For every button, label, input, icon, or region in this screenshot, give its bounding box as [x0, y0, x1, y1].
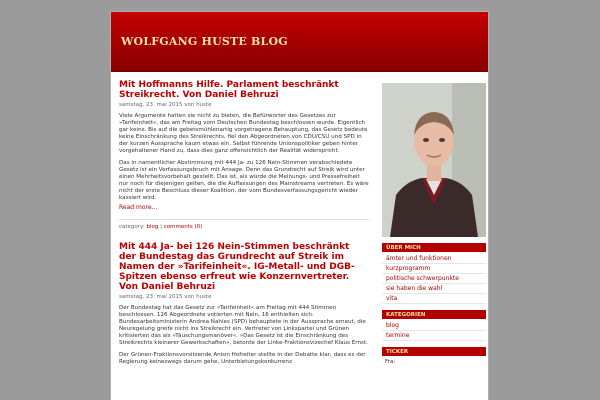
- category-link[interactable]: blog: [146, 224, 159, 230]
- category-item[interactable]: blog: [382, 321, 486, 331]
- meta-separator: |: [160, 224, 163, 230]
- author-photo: [382, 83, 486, 237]
- main-content: [111, 73, 377, 400]
- widget-title: ÜBER MICH: [382, 243, 486, 252]
- about-link[interactable]: sie haben die wahl: [382, 284, 486, 294]
- post-date: samstag, 23. mai 2015 von huste: [119, 102, 212, 108]
- about-link[interactable]: vita: [382, 294, 486, 304]
- post-paragraph: Der Bundestag hat das Gesetz zur »Tarifeinheit« am Freitag mit 444 Stimmen beschlossen. 126 Abgeordnete votierten mit Nein, 16 enthielten sich. Bundesarbeitsministerin Andrea Nahles (SPD) behauptete in der Aussprache erneut, die Neuregelung greife nicht ins Streikrecht ein. Vertreter von Linkspartei und Grünen kritisierten das als »Täuschungsmanöver«. »Das Gesetz ist die Einschränkung des Streikrechts kleinerer Gewerkschaften«, betonte der Linke-Fraktionsvizechef Klaus Ernst.: [119, 305, 368, 346]
- about-link[interactable]: ämter und funktionen: [382, 254, 486, 264]
- category-item[interactable]: termine: [382, 331, 486, 341]
- post-title-link[interactable]: Mit 444 Ja- bei 126 Nein-Stimmen beschränkt der Bundestag das Grundrecht auf Streik im Namen der »Tarifeinheit«. IG-Metall- und DGB-Spitzen ebenso erfreut wie Konzernvertreter. Von Daniel Behruzi: [119, 242, 355, 292]
- post: [111, 242, 377, 366]
- author-portrait: [382, 83, 486, 237]
- blog-header: [111, 12, 488, 72]
- post-paragraph: Viele Argumente hatten sie nicht zu bieten, die Befürworter des Gesetzes zur »Tarifeinheit«, das am Freitag vom Deutschen Bundestag beschlossen wurde. Eigentlich gar keins. Bis auf die gebetsmühlenartig vorgetragene Behauptung, das Gesetz bedeute keine Einschränkung des Streikrechts, fiel den Abgeordneten von CDU/CSU und SPD in der kurzen Aussprache kaum etwas ein. Selbst führende Unionspolitiker geben hinter vorgehaltener Hand zu, dass dies ganz offensichtlich der Realität widerspricht.: [119, 113, 368, 154]
- post-meta: [119, 219, 369, 230]
- post-body: [119, 305, 369, 366]
- categories-widget: [379, 310, 489, 341]
- post: [111, 80, 377, 230]
- widget-title: KATEGORIEN: [382, 310, 486, 319]
- ticker-text: Fra:: [385, 359, 396, 365]
- post-title-link[interactable]: Mit Hoffmanns Hilfe. Parlament beschränkt Streikrecht. Von Daniel Behruzi: [119, 80, 339, 100]
- ticker-widget: [379, 347, 489, 368]
- about-link[interactable]: kurzprogramm: [382, 264, 486, 274]
- blog-title-link[interactable]: WOLFGANG HUSTE BLOG: [121, 35, 288, 48]
- post-paragraph: Der Grünen-Fraktionsvorsitzende Anton Hofreiter stellte in der Debatte klar, dass es der Regierung keineswegs darum gehe, Unterbietungskonkurrenz: [119, 352, 366, 365]
- comments-link[interactable]: comments (0): [163, 224, 203, 230]
- post-date: samstag, 23. mai 2015 von huste: [119, 294, 212, 300]
- widget-title: TICKER: [382, 347, 486, 356]
- category-prefix: category:: [119, 224, 145, 230]
- post-body: [119, 113, 369, 202]
- about-link[interactable]: politische schwerpunkte: [382, 274, 486, 284]
- read-more-link[interactable]: Read more...: [119, 204, 158, 211]
- sidebar: [379, 73, 489, 400]
- post-paragraph: Das in namentlicher Abstimmung mit 444 Ja- zu 126 Nein-Stimmen verabschiedete Gesetz ist ein Verfassungsbruch mit Ansage. Denn das Grundrecht auf Streik wird unter einen Mehrheitsvorbehalt gestellt. Das ist, als würde die Meinungs- und Pressefreiheit nur noch für diejenigen gelten, die die Auffassungen des Mainstreams vertreten. Es wäre nicht der erste Beschluss dieser Koalition, der vom Bundesverfassungsgericht wieder kassiert wird.: [119, 160, 369, 201]
- page-container: [110, 11, 489, 400]
- about-widget: [379, 243, 489, 304]
